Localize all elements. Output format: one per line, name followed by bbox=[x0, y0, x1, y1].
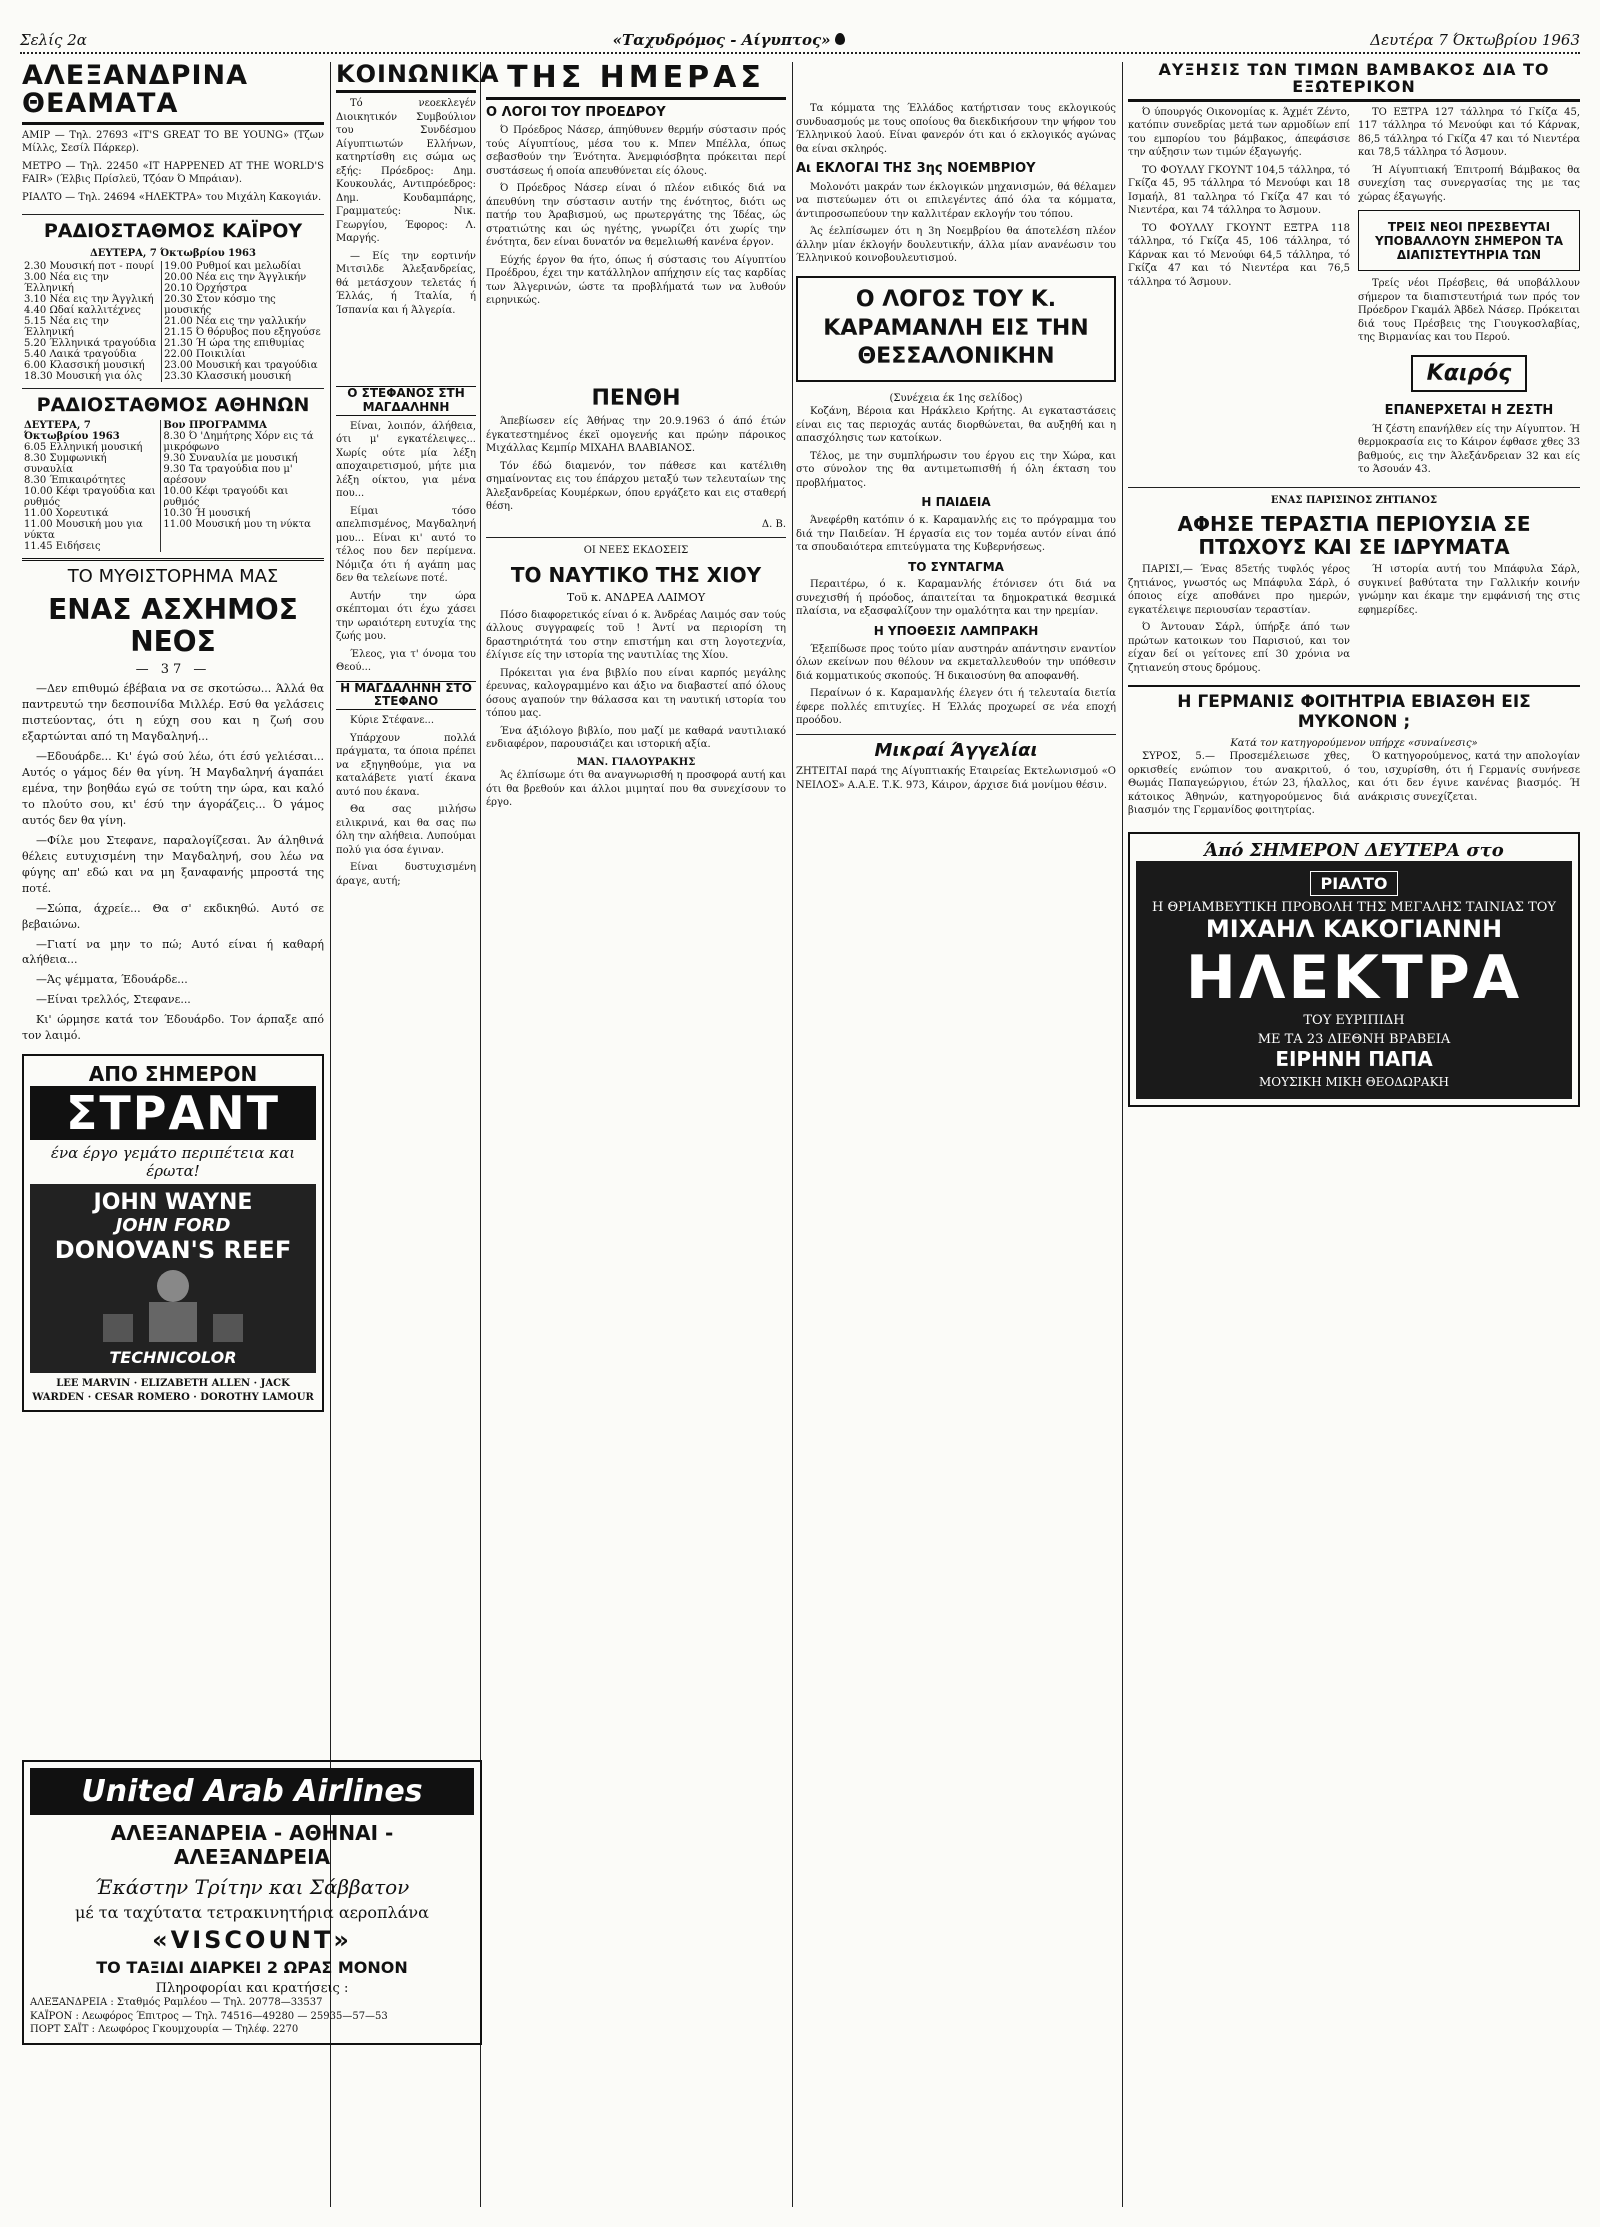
ad-music: ΜΟΥΣΙΚΗ ΜΙΚΗ ΘΕΟΔΩΡΑΚΗ bbox=[1258, 1074, 1449, 1089]
schedule-entry: 11.45 Ειδήσεις bbox=[24, 541, 101, 553]
novel-paragraph: —Άς ψέμματα, Έδουάρδε... bbox=[36, 973, 188, 987]
schedule-entry: 23.30 Κλασσική μουσική bbox=[164, 370, 292, 382]
ad-film-subtitle: ΤΟΥ ΕΥΡΙΠΙΔΗ bbox=[1303, 1012, 1405, 1028]
schedule-entry: 8.30 Έπικαιρότητες bbox=[24, 475, 126, 487]
day-title: ΤΗΣ ΗΜΕΡΑΣ bbox=[486, 62, 786, 100]
theaters-title: ΑΛΕΞΑΝΔΡΙΝΑ ΘΕΑΜΑΤΑ bbox=[22, 62, 324, 125]
elections-paragraph: Άς έελπίσωμεν ότι η 3η Νοεμβρίου θα άποτελέση πλέον άλλην μίαν έκλογήν δουλευτικήν, άλλα μίαν ανανέωσιν του Έλληνικού κοινοβουλευτισμού. bbox=[796, 226, 1116, 265]
ad-today: ΑΠΟ ΣΗΜΕΡΟΝ bbox=[88, 1062, 258, 1087]
ad-color-process: TECHNICOLOR bbox=[109, 1348, 237, 1368]
books-paragraph: Πόσο διαφορετικός είναι ό κ. Άνδρέας Λαιμός σαν τούς άλλους συγγραφείς τοϋ ! Άντί να περιορίση τη δραστηριότητά του στην επιστήμη και στη λογοτεχνία, έλίγισε είς την ιστορία της ναυτιλίας της Χίου. bbox=[486, 609, 786, 662]
schedule-entry: 11.00 Χορευτικά bbox=[24, 508, 109, 520]
airline-office: ΑΛΕΞΑΝΔΡΕΙΑ : Σταθμός Ραμλέου — Τηλ. 20778—33537 bbox=[30, 1997, 323, 2008]
elections-paragraph: Τα κόμματα της Έλλάδος κατήρτισαν τους εκλογικούς συνδυασμούς με τους οποίους θα διεκδικήσουν την ψήφον του Έλληνικού λαού. Είναι φανερόν ότι και ό εκλογικός αγώνας θα είναι σκληρός. bbox=[796, 103, 1116, 155]
obituary-and-books bbox=[486, 380, 786, 892]
radio-cairo-title: ΡΑΔΙΟΣΤΑΘΜΟΣ ΚΑΪΡΟΥ bbox=[43, 220, 303, 243]
schedule-entry: 10.00 Κέφι τραγούδια και ρυθμός bbox=[24, 486, 156, 509]
airline-info: Πληροφορίαι και κρατήσεις : bbox=[155, 1981, 349, 1996]
schedule-entry: 3.00 Νέα εις την Έλληνική bbox=[24, 271, 109, 294]
obituary-title: ΠΕΝΘΗ bbox=[591, 386, 681, 411]
strand-cinema-ad bbox=[22, 1054, 324, 1412]
education-subtitle: Η ΠΑΙΔΕΙΑ bbox=[921, 495, 991, 510]
airline-days: Έκάστην Τρίτην και Σάββατον bbox=[94, 1875, 410, 1899]
magdalene-paragraph: Υπάρχουν πολλά πράγματα, τα όποια πρέπει να εξηγηθούμε, για να καταλάβετε γιατί έκανα αυτό που έκανα. bbox=[336, 732, 476, 798]
student-paragraph: ΣΥΡΟΣ, 5.— Προσεμέλειωσε χθες, ορκισθείς ενώπιον του ανακριτού, ό Θωμάς Παπαγεώργιου, έτών 23, ήλαλλος, κάτοικος Άθηνών, κατηγορούμενος διά βιασμόν της Γερμανίδος φοιτητρίας. bbox=[1128, 751, 1350, 817]
poster-figure-icon bbox=[73, 1264, 273, 1344]
ad-line: Η ΘΡΙΑΜΒΕΥΤΙΚΗ ΠΡΟΒΟΛΗ ΤΗΣ ΜΕΓΑΛΗΣ ΤΑΙΝΙΑΣ ΤΟΥ bbox=[1151, 899, 1557, 915]
magdalene-paragraph: Κύριε Στέφανε... bbox=[350, 715, 435, 727]
ad-star: ΕΙΡΗΝΗ ΠΑΠΑ bbox=[1275, 1046, 1433, 1071]
radio-athens-title: ΡΑΔΙΟΣΤΑΘΜΟΣ ΑΘΗΝΩΝ bbox=[36, 393, 310, 416]
obituary-signature: Δ. Β. bbox=[761, 518, 786, 530]
novel-paragraph: —Γιατί να μην το πώ; Αυτό είναι ή καθαρή αλήθεια... bbox=[22, 937, 324, 967]
novel-title: ΕΝΑΣ ΑΣΧΗΜΟΣ ΝΕΟΣ bbox=[48, 593, 298, 659]
schedule-entry: 20.10 Όρχήστρα bbox=[164, 282, 248, 294]
classifieds-title: Μικραί Άγγελίαι bbox=[874, 739, 1038, 761]
cotton-paragraph: ΤΟ ΕΞΤΡΑ 127 τάλληρα τό Γκίζα 45, 117 τάλληρα τό Μενούφι και τό Κάρνακ, 86,5 τάλληρα τό Γκίζα 47 και τό Νιεντέρα και 78,5 τάλληρα τό Άσμουν. bbox=[1358, 106, 1580, 159]
column-day bbox=[486, 62, 786, 422]
weather-logo: Καιρός bbox=[1411, 355, 1528, 392]
constitution-paragraph: Περαιτέρω, ό κ. Καραμανλής έτόνισεν ότι διά να συνεχισθή ή πρόοδος, άπαιτείται τα δημοκρατικά θεσμικά πλαίσια, να εξασφαλίζουν την ομαλότητα και την ηρεμίαν. bbox=[796, 579, 1116, 618]
airline-plane: μέ τα ταχύτατα τετρακινητήρια αεροπλάνα bbox=[75, 1903, 429, 1922]
cotton-paragraph: Ή Αίγυπτιακή Έπιτροπή Βάμβακος θα συνεχίση τας συνεργασίας της με τας χώρας έξαγωγής. bbox=[1358, 164, 1580, 203]
student-title: Η ΓΕΡΜΑΝΙΣ ΦΟΙΤΗΤΡΙΑ ΕΒΙΑΣΘΗ ΕΙΣ ΜΥΚΟΝΟΝ ; bbox=[1177, 692, 1531, 732]
books-paragraph: Άς έλπίσωμε ότι θα αναγνωρισθή η προσφορά αυτή και ότι θα βρεθούν και άλλοι μιμηταί που θα συνεχίσουν το έργο. bbox=[486, 770, 786, 809]
page-header bbox=[20, 28, 1580, 54]
schedule-entry: 19.00 Ρυθμοί και μελωδίαι bbox=[164, 260, 302, 272]
beggar-kicker: ΕΝΑΣ ΠΑΡΙΣΙΝΟΣ ΖΗΤΙΑΝΟΣ bbox=[1270, 494, 1438, 506]
speech-paragraph: Κοζάνη, Βέροια και Ηράκλειο Κρήτης. Αι εγκαταστάσεις είναι εις τας περιοχάς αυτάς διορθώνεται, θα αυξηθή και η απασχόλησις των κατοίκων. bbox=[796, 406, 1116, 445]
ambassadors-paragraph: Τρείς νέοι Πρέσβεις, θά υποβάλλουν σήμερον τα διαπιστευτήριά των πρός τον Πρόεδρον Γκαμάλ Άβδελ Νάσερ. Πρόκειται διά τους Πρέσβεις της Γιουγκοσλαβίας, της Βιρμανίας και του Περού. bbox=[1358, 278, 1580, 344]
stephanos-paragraph: Αυτήν την ώρα σκέπτομαι ότι έχω χάσει την ωραιότερη ευτυχία της ζωής μου. bbox=[336, 590, 476, 643]
airline-route: ΑΛΕΞΑΝΔΡΕΙΑ - ΑΘΗΝΑΙ - ΑΛΕΞΑΝΔΡΕΙΑ bbox=[110, 1821, 394, 1869]
classified-ad: ΖΗΤΕΙΤΑΙ παρά της Αίγυπτιακής Εταιρείας Εκτελωνισμού «Ο ΝΕΙΛΟΣ» Α.Α.Ε. Τ.Κ. 973, Κάιρον, άρχισε διά μονίμου θέσιν. bbox=[796, 766, 1116, 791]
schedule-entry: 5.15 Νέα εις την Έλληνική bbox=[24, 315, 109, 338]
schedule-entry: 6.05 Ελληνική μουσική bbox=[24, 442, 143, 454]
stephanos-title: Ο ΣΤΕΦΑΝΟΣ ΣΤΗ ΜΑΓΔΑΛΗΝΗ bbox=[336, 386, 476, 416]
ornament-icon bbox=[835, 33, 845, 45]
column-right bbox=[1128, 62, 1580, 2207]
ad-top: Άπό ΣΗΜΕΡΟΝ ΔΕΥΤΕΡΑ στο bbox=[1204, 839, 1504, 861]
beggar-paragraph: ΠΑΡΙΣΙ,— Ένας 85ετής τυφλός γέρος ζητιάνος, γνωστός ως Μπάφυλα Σάρλ, ό όποιος είχε αποθάνει προ ημερών, εγκατέλειψε περιουσίαν τεραστίαν. bbox=[1128, 564, 1350, 616]
schedule-entry: 3.10 Νέα εις την Άγγλική bbox=[24, 293, 154, 305]
education-paragraph: Άνεφέρθη κατόπιν ό κ. Καραμανλής εις το πρόγραμμα του διά την Παιδείαν. Ή έργασία εις τον τομέα αυτόν είναι άπό τα σπουδαιότερα επιτεύγματα της Κυβερνήσεως. bbox=[796, 515, 1116, 554]
lambrakis-paragraph: Έξεπίδωσε προς τούτο μίαν αυστηράν απάντησιν εναντίον όλων εκείνων που θέλουν να εκμεταλλευθούν την υπόθεσιν διά κομματικούς σκοπούς. Ή δικαιοσύνη θα αποφανθή. bbox=[796, 643, 1116, 682]
social-title: ΚΟΙΝΩΝΙΚΑ bbox=[336, 62, 476, 93]
speech-paragraph: Τέλος, με την συμπλήρωσιν του έργου εις την Χώρα, και στο σύνολον της θα αντιμετωπισθή ή όλη έκταση του προβλήματος. bbox=[796, 450, 1116, 489]
ad-awards: ΜΕ ΤΑ 23 ΔΙΕΘΝΗ ΒΡΑΒΕΙΑ bbox=[1257, 1031, 1451, 1047]
schedule-entry: 22.00 Ποικιλίαι bbox=[164, 348, 246, 360]
karamanlis-headline bbox=[796, 276, 1116, 382]
books-paragraph: Ένα άξιόλογο βιβλίο, που μαζί με καθαρά ναυτιλιακό ενδιαφέρον, παρουσιάζει και ιστορική αξία. bbox=[486, 725, 786, 751]
ambassadors-title: ΤΡΕΙΣ ΝΕΟΙ ΠΡΕΣΒΕΥΤΑΙ ΥΠΟΒΑΛΛΟΥΝ ΣΗΜΕΡΟΝ ΤΑ ΔΙΑΠΙΣΤΕΥΤΗΡΙΑ ΤΩΝ bbox=[1374, 220, 1564, 262]
airline-ad bbox=[22, 1760, 482, 2045]
airline-office: ΠΟΡΤ ΣΑΪΤ : Λεωφόρος Γκουμχουρία — Τηλέφ. 2270 bbox=[30, 2024, 299, 2035]
radio-athens-schedule bbox=[22, 420, 324, 552]
books-paragraph: Πρόκειται για ένα βιβλίο που είναι καρπός μεγάλης έρευνας, καλογραμμένο και άξιο να διαβαστεί από όλους όσους αγαπούν την θάλασσα και τη ναυτική ιστορία του τόπου μας. bbox=[486, 667, 786, 720]
radio-cairo-schedule bbox=[22, 261, 324, 382]
student-paragraph: Ό κατηγορούμενος, κατά την απολογίαν του, ισχυρίσθη, ότι ή Γερμανίς συνήνεσε και ότι δεν έγινε κανένας βιασμός. Ή ανάκρισις συνεχίζεται. bbox=[1358, 751, 1580, 803]
column-rule bbox=[1122, 62, 1123, 2207]
ad-star: JOHN WAYNE bbox=[93, 1190, 253, 1216]
schedule-entry: 5.20 Έλληνικά τραγούδια bbox=[24, 337, 157, 349]
cotton-title: ΑΥΞΗΣΙΣ ΤΩΝ ΤΙΜΩΝ ΒΑΜΒΑΚΟΣ ΔΙΑ ΤΟ ΕΞΩΤΕΡΙΚΟΝ bbox=[1128, 62, 1580, 102]
ad-tagline: ένα έργο γεμάτο περιπέτεια και έρωτα! bbox=[50, 1144, 296, 1181]
film-poster bbox=[30, 1184, 316, 1373]
schedule-entry: 10.30 Ή μουσική bbox=[163, 508, 251, 520]
schedule-entry: 8.30 Συμφωνική συναυλία bbox=[24, 453, 107, 476]
schedule-entry: 21.15 Ό θόρυβος που εξηγούσε bbox=[164, 326, 321, 338]
schedule-entry: 18.30 Μουσική για όλς bbox=[24, 370, 143, 382]
magdalene-paragraph: Θα σας μιλήσω ειλικρινά, και θα σας πω όλη την αλήθεια. Λυπούμαι πολύ για όσα έγιναν. bbox=[336, 804, 476, 856]
column-rule bbox=[792, 62, 793, 2207]
ad-film-title: ΗΛΕΚΤΡΑ bbox=[1185, 942, 1523, 1013]
schedule-entry: 20.00 Νέα εις την Άγγλικήν bbox=[164, 271, 307, 283]
schedule-entry: 5.40 Λαικά τραγούδια bbox=[24, 348, 137, 360]
schedule-entry: 21.30 Ή ώρα της επιθυμίας bbox=[164, 337, 305, 349]
schedule-entry: 2.30 Μουσική ποτ - πουρί bbox=[24, 260, 155, 272]
ad-cinema-name: ΡΙΑΛΤΟ bbox=[1310, 871, 1399, 896]
electra-poster bbox=[1136, 861, 1572, 1099]
schedule-entry: 6.00 Κλασσική μουσική bbox=[24, 359, 145, 371]
books-author: Τοϋ κ. ΑΝΔΡΕΑ ΛΑΙΜΟΥ bbox=[566, 590, 706, 604]
obituary-text: Άπεβίωσεν είς Άθήνας την 20.9.1963 ό άπό έτών έγκατεστημένος έκεϊ ομογενής και πρώην πάροικος Μιχάλλας Κεμπίρ ΜΙΧΑΗΛ ΒΛΑΒΙΑΝΟΣ. bbox=[486, 416, 786, 455]
theater-listing: ΜΕΤΡΟ — Τηλ. 22450 «IT HAPPENED AT THE WORLD'S FAIR» (Έλβις Πρίσλεϋ, Τζόαν Ό Μπράιαν). bbox=[22, 160, 324, 186]
novel-paragraph: —Δεν επιθυμώ έβέβαια να σε σκοτώσω... Άλλά θα παντρευτώ την δεσποινίδα Μιλλέρ. Εσύ θα γελάσεις πιστεύοντας, ότι η εύχη σου και η ζωή σου εξαρτώνται από τη Μαγδαληνή... bbox=[22, 682, 324, 744]
ad-director: ΜΙΧΑΗΛ ΚΑΚΟΓΙΑΝΝΗ bbox=[1205, 914, 1503, 943]
stephanos-section bbox=[336, 380, 476, 892]
cotton-paragraph: ΤΟ ΦΟΥΛΛΥ ΓΚΟΥΝΤ ΕΞΤΡΑ 118 τάλληρα, τό Γκίζα 45, 106 τάλληρα, τό Κάρνακ και τό Μενούφι 64,5 τάλληρα, τό Γκίζα 47 και τό Νιεντέρα και 76,5 τάλληρα τό Άσμουν. bbox=[1128, 222, 1350, 288]
schedule-entry: 9.30 Συναυλία με μουσική bbox=[163, 453, 298, 465]
student-kicker: Κατά τον κατηγορούμενον υπήρχε «συναίνεσις» bbox=[1230, 737, 1478, 749]
schedule-entry: Βον ΠΡΟΓΡΑΜΜΑ bbox=[163, 420, 267, 432]
stephanos-paragraph: Είμαι τόσο απελπισμένος, Μαγδαληνή μου... Είναι κι' αυτό το τέλος που δεν περίμενα. Νόμιζα ότι ή αγάπη μας δεν θα τελείωνε ποτέ. bbox=[336, 505, 476, 585]
theater-listing: ΡΙΑΛΤΟ — Τηλ. 24694 «ΗΛΕΚΤΡΑ» του Μιχάλη Κακογιάν. bbox=[22, 191, 322, 203]
books-title: ΤΟ ΝΑΥΤΙΚΟ ΤΗΣ ΧΙΟΥ bbox=[510, 562, 762, 587]
airline-duration: ΤΟ ΤΑΞΙΔΙ ΔΙΑΡΚΕΙ 2 ΩΡΑΣ ΜΟΝΟΝ bbox=[96, 1958, 408, 1977]
schedule-entry: 11.00 Μουσική μου για νύκτα bbox=[24, 519, 143, 542]
airline-model: «VISCOUNT» bbox=[152, 1926, 352, 1954]
novel-paragraph: —Σώπα, άχρείε... Θα σ' εκδικηθώ. Αυτό σε βεβαιώνω. bbox=[22, 901, 324, 931]
magdalene-title: Η ΜΑΓΔΑΛΗΝΗ ΣΤΟ ΣΤΕΦΑΝΟ bbox=[336, 681, 476, 711]
beggar-paragraph: Ή ιστορία αυτή του Μπάφυλα Σάρλ, συγκινεί βαθύτατα την Γαλλικήν κοινήν γνώμην και έκαμε την εμφάνισή της στις εφημερίδες. bbox=[1358, 564, 1580, 616]
cotton-paragraph: Ό ύπουργός Οικονομίας κ. Άχμέτ Ζέντο, κατόπιν συνεδρίας μετά των αρμοδίων επί του εμπορίου του βάμβακος, άπεφάσισε την αύξησιν των τιμών έξαγωγής. bbox=[1128, 106, 1350, 159]
weather-paragraph: Ή ζέστη επανήλθεν είς την Αίγυπτον. Ή θερμοκρασία εις το Κάιρον έφθασε χθες 33 βαθμούς, εις την Άλεξάνδρειαν 32 και είς το Άσουάν 43. bbox=[1358, 423, 1580, 476]
beggar-title: ΑΦΗΣΕ ΤΕΡΑΣΤΙΑ ΠΕΡΙΟΥΣΙΑ ΣΕ ΠΤΩΧΟΥΣ ΚΑΙ ΣΕ ΙΔΡΥΜΑΤΑ bbox=[1177, 512, 1531, 560]
novel-kicker: ΤΟ ΜΥΘΙΣΤΟΡΗΜΑ ΜΑΣ bbox=[67, 566, 279, 588]
airline-name: United Arab Airlines bbox=[30, 1768, 474, 1815]
beggar-paragraph: Ό Άντουαν Σάρλ, ύπήρξε άπό των πρώτων κατοικων του Παρισιού, και τον είχαν δεί οι γείτονες επί 30 χρόνια να ζητιανεύη στους δρόμους. bbox=[1128, 622, 1350, 674]
issue-date: Δευτέρα 7 Όκτωβρίου 1963 bbox=[1370, 31, 1580, 49]
karamanlis-title: Ο ΛΟΓΟΣ ΤΟΥ Κ. ΚΑΡΑΜΑΝΛΗ ΕΙΣ ΤΗΝ ΘΕΣΣΑΛΟΝΙΚΗΝ bbox=[823, 286, 1089, 370]
schedule-entry: 4.40 Ωδαί καλλιτέχνες bbox=[24, 304, 141, 316]
weather-title: ΕΠΑΝΕΡΧΕΤΑΙ Η ΖΕΣΤΗ bbox=[1384, 402, 1554, 418]
rialto-cinema-ad bbox=[1128, 832, 1580, 1107]
obituary-text: Τόν έδώ διαμενόν, τον πάθεσε και κατέλιθη σημαίνοντας εις του έπάρχου μεταξύ των τελευταίων της Άλεξανδρείας Κουμέρκων, όπου εργάζετο και εις σταθερή θέση. bbox=[486, 460, 786, 513]
stephanos-paragraph: Είναι, λοιπόν, άλήθεια, ότι μ' εγκατέλειψες... Χωρίς ούτε μία λέξη αποχαιρετισμού, μήτε μια λέξη οίκτου, για μένα που... bbox=[336, 420, 476, 500]
continuation-note: (Συνέχεια έκ 1ης σελίδος) bbox=[889, 392, 1023, 404]
elections-title: Αι ΕΚΛΟΓΑΙ ΤΗΣ 3ης ΝΟΕΜΒΡΙΟΥ bbox=[796, 161, 1036, 176]
schedule-entry: 10.00 Κέφι τραγούδι και ρυθμός bbox=[163, 486, 289, 509]
novel-paragraph: —Εδουάρδε... Κι' έγώ σού λέω, ότι έσύ γελιέσαι... Αυτός ο γάμος δέν θα γίνη. Ή Μαγδαληνή άγαπάει εμένα, την βοηθάω εγώ σε τούτη την ώρα, και καλό το πλούτο σου, κι' έσύ την άγοράζεις... Ό γάμος αυτός δεν θα γίνη. bbox=[22, 750, 324, 827]
novel-paragraph: Κι' ώρμησε κατά τον Έδουάρδο. Τον άρπαξε από τον λαιμό. bbox=[22, 1013, 324, 1043]
schedule-entry: 21.00 Νέα εις την γαλλικήν bbox=[164, 315, 307, 327]
president-paragraph: Εύχής έργον θα ήτο, όπως ή σύστασις του Αίγυπτίου Προέδρου, έχει την κατάλληλον απήχησιν είς τας καρδίας των Άλγερινών, ώστε τα προβλήματά των να λυθούν ειρηνικώς. bbox=[486, 254, 786, 307]
books-signature: ΜΑΝ. ΓΙΑΛΟΥΡΑΚΗΣ bbox=[576, 756, 696, 768]
schedule-day: ΔΕΥΤΕΡΑ, 7 Όκτωβρίου 1963 bbox=[24, 420, 120, 443]
books-kicker: ΟΙ ΝΕΕΣ ΕΚΔΟΣΕΙΣ bbox=[583, 545, 689, 557]
lambrakis-paragraph: Περαίνων ό κ. Καραμανλής έλεγεν ότι ή τελευταία διετία έφερε πολλές επιτυχίες. Η Έλλάς προχωρεί σε νέα εποχή προόδου. bbox=[796, 688, 1116, 727]
lambrakis-subtitle: Η ΥΠΟΘΕΣΙΣ ΛΑΜΠΡΑΚΗ bbox=[873, 623, 1039, 638]
schedule-entry: 23.00 Μουσική και τραγούδια bbox=[164, 359, 318, 371]
novel-paragraph: —Φίλε μου Στεφανε, παραλογίζεσαι. Άν άληθινά θέλεις ευτυχισμένη την Μαγδαληνή, σου λέω να φύγης απ' εδώ και να μη ξαναφανής μπροστά της ποτέ. bbox=[22, 833, 324, 895]
novel-paragraph: —Είναι τρελλός, Στεφανε... bbox=[36, 993, 191, 1007]
social-paragraph: — Είς την εορτινήν Μιτσιλδε Άλεξανδρείας, θά μετάσχουν τελετάς ή Έλλάς, ή Ίταλία, ή Ίσπανία και ή Άλγερία. bbox=[336, 250, 476, 316]
theater-listing: ΑΜΙΡ — Τηλ. 27693 «IT'S GREAT TO BE YOUNG» (Τζων Μίλλς, Σεσίλ Πάρκερ). bbox=[22, 129, 324, 155]
ad-film-title: DONOVAN'S REEF bbox=[54, 1236, 292, 1265]
social-paragraph: Τό νεοεκλεγέν Διοικητικόν Συμβούλιον του Συνδέσμου Αίγυπτιωτών Ελλήνων, κατηρτίσθη εις σώμα ως εξής: Πρόεδρος: Δημ. Κουκουλάς, Αντιπρόεδρος: Δημ. Κουδαμπάρης, Γραμματεύς: Νικ. Γεωργίου, Έφορος: Λ. Μαργής. bbox=[336, 98, 476, 245]
ad-director: JOHN FORD bbox=[115, 1215, 231, 1237]
paper-name: «Ταχυδρόμος - Αίγυπτος» bbox=[613, 31, 845, 49]
schedule-entry: 9.30 Τα τραγούδια που μ' αρέσουν bbox=[163, 464, 293, 487]
cotton-paragraph: ΤΟ ΦΟΥΛΛΥ ΓΚΟΥΝΤ 104,5 τάλληρα, τό Γκίζα 45, 95 τάλληρα τό Μενούφι και 18 Ισμαήλ, 81 ταλληρα τό Γκίζα 47 και τό Νιεντέρα, και 74 τάλληρα το Άσμουν. bbox=[1128, 164, 1350, 217]
airline-office: ΚΑΪΡΟΝ : Λεωφόρος Έπιτρος — Τηλ. 74516—49280 — 25935—57—53 bbox=[30, 2010, 388, 2022]
radio-cairo-day: ΔΕΥΤΕΡΑ, 7 Όκτωβρίου 1963 bbox=[90, 248, 256, 260]
column-center-right bbox=[796, 62, 1116, 2207]
schedule-entry: 20.30 Στον κόσμο της μουσικής bbox=[164, 293, 276, 316]
president-paragraph: Ό Πρόεδρος Νάσερ, άπηύθυνεν θερμήν σύστασιν πρός τούς Αίγυπτίους, μέσα του κ. Μπεν Μπέλλα, όπως σεβασθούν την Ένότητα. Άνεμφιόσβητα πρόκειται περί συστάσεως ή οποία απευθύνεται είς όλους. bbox=[486, 125, 786, 177]
stephanos-paragraph: Έλεος, για τ' όνομα του Θεού... bbox=[336, 648, 476, 674]
ad-cinema-name: ΣΤΡΑΝΤ bbox=[30, 1086, 316, 1140]
ad-cast: LEE MARVIN · ELIZABETH ALLEN · JACK WARDEN · CESAR ROMERO · DOROTHY LAMOUR bbox=[32, 1378, 314, 1403]
president-title: Ο ΛΟΓΟΙ ΤΟΥ ΠΡΟΕΔΡΟΥ bbox=[486, 104, 666, 120]
ambassadors-box bbox=[1358, 210, 1580, 271]
elections-paragraph: Μολονότι μακράν των έκλογικών μηχανισμών, θά θέλαμεν να πιστεύωμεν ότι οι επιλεγέντες άπό όλα τα κόμματα, άντιπροσωπεύουν την καλλιτέραν εκλογήν του τόπου. bbox=[796, 181, 1116, 220]
president-paragraph: Ό Πρόεδρος Νάσερ είναι ό πλέον ειδικός διά να άπευθύνη την σύστασιν αυτήν της ένότητος, διότι ως πατήρ του Άραβισμού, ως πρωτεργάτης της Ίδέας, ώς στρατιώτης και ώς ηγέτης, γνωρίζει ότι χωρίς την ένότητα, δεν είναι δυνατόν να θεμελιωθή κανένα έργον. bbox=[486, 183, 786, 249]
novel-part: — 37 — bbox=[135, 662, 211, 678]
schedule-entry: 11.00 Μουσική μου τη νύκτα bbox=[163, 519, 311, 531]
page-number: Σελίς 2α bbox=[20, 31, 87, 49]
magdalene-paragraph: Είναι δυστυχισμένη άραγε, αυτή; bbox=[336, 862, 476, 887]
constitution-subtitle: ΤΟ ΣΥΝΤΑΓΜΑ bbox=[908, 559, 1004, 574]
schedule-entry: 8.30 Ό 'Δημήτρης Χόρν εις τά μικρόφωνο bbox=[163, 431, 314, 454]
